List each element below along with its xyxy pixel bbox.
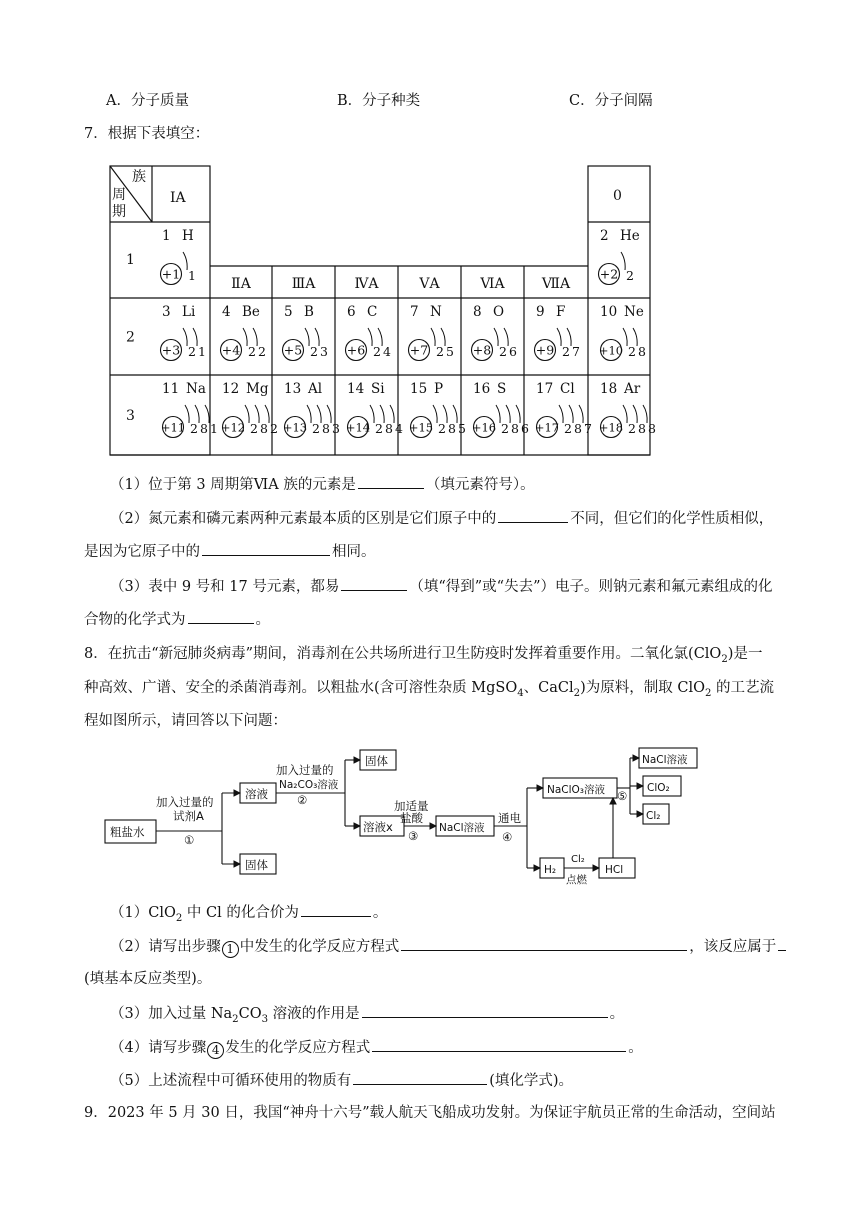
electron-shell-arc: [559, 405, 563, 423]
nucleus-charge: +5: [283, 342, 303, 358]
element-number: 5: [284, 304, 293, 320]
answer-blank[interactable]: [341, 576, 407, 591]
label-step1-num: ①: [184, 833, 195, 847]
shell-electron-count: 2: [188, 344, 196, 359]
element-number: 16: [473, 381, 491, 397]
shell-electron-count: 1: [210, 421, 218, 436]
shell-electron-count: 2: [562, 344, 570, 359]
nucleus-charge: +7: [409, 342, 429, 358]
shell-electron-count: 2: [436, 344, 444, 359]
element-cell-b: [283, 304, 329, 361]
q8-sub5: （5）上述流程中可循环使用的物质有 (填化学式)。: [110, 1070, 573, 1091]
shell-electron-count: 8: [638, 421, 646, 436]
shell-electron-count: 8: [511, 421, 519, 436]
element-number: 11: [162, 381, 180, 397]
header-period-label-2: 期: [112, 204, 126, 220]
element-cell-f: [535, 304, 581, 361]
element-symbol: Mg: [246, 381, 269, 397]
element-symbol: Na: [186, 381, 206, 397]
step-number-circle: 4: [207, 1042, 224, 1059]
element-cell-al: [283, 381, 340, 438]
electron-shell-arc: [623, 328, 627, 346]
shell-electron-count: 2: [312, 421, 320, 436]
nucleus-charge: +13: [282, 420, 308, 435]
shell-electron-count: 6: [509, 344, 517, 359]
label-crude-brine: 粗盐水: [110, 825, 145, 839]
shell-electron-count: 2: [190, 421, 198, 436]
element-number: 1: [162, 228, 171, 244]
label-out-cl2: Cl₂: [646, 810, 661, 822]
electron-shell-arc: [243, 328, 247, 346]
nucleus-charge: +3: [161, 342, 181, 358]
element-number: 2: [600, 228, 609, 244]
label-out-nacl: NaCl溶液: [642, 754, 688, 766]
shell-electron-count: 2: [310, 344, 318, 359]
electron-shell-arc: [183, 252, 187, 270]
electron-shell-arc: [305, 328, 309, 346]
period-label: 2: [126, 329, 135, 346]
nucleus-charge: +12: [220, 420, 246, 435]
element-cell-p: [409, 381, 466, 438]
element-cell-ne: [599, 304, 646, 361]
shell-electron-count: 2: [501, 421, 509, 436]
electron-shell-arc: [431, 328, 435, 346]
shell-electron-count: 3: [320, 344, 328, 359]
period-label: 3: [126, 408, 135, 424]
element-number: 4: [222, 304, 231, 320]
element-cell-cl: [535, 381, 592, 438]
nucleus-charge: +2: [599, 266, 619, 282]
label-solid-2: 固体: [365, 754, 388, 768]
element-number: 8: [473, 304, 482, 320]
nucleus-charge: +18: [598, 420, 624, 435]
shell-electron-count: 8: [322, 421, 330, 436]
q8-sub1: （1）ClO$_2$ 中 Cl 的化合价为 。: [110, 902, 387, 929]
shell-electron-count: 2: [258, 344, 266, 359]
element-symbol: B: [304, 304, 314, 320]
label-step2-line2: Na₂CO₃溶液: [279, 779, 339, 791]
element-number: 6: [347, 304, 356, 320]
electron-shell-arc: [368, 328, 372, 346]
element-symbol: H: [182, 228, 194, 244]
shell-electron-count: 1: [198, 344, 206, 359]
nucleus-charge: +15: [408, 420, 434, 435]
answer-blank[interactable]: [372, 1037, 626, 1052]
nucleus-charge: +6: [346, 342, 366, 358]
shell-electron-count: 2: [373, 344, 381, 359]
shell-electron-count: 7: [584, 421, 592, 436]
element-number: 7: [410, 304, 419, 320]
q7-sub3: （3）表中 9 号和 17 号元素，都易 （填“得到”或“失去”）电子。则钠元素和氟元素组成的化: [110, 576, 773, 597]
label-step4-num: ④: [502, 830, 513, 844]
electron-shell-arc: [370, 405, 374, 423]
q7-sub2-line2: 是因为它原子中的 相同。: [84, 541, 376, 562]
q8-sub3: （3）加入过量 $Na_2CO_3$ 溶液的作用是 。: [110, 1003, 624, 1030]
shell-electron-count: 8: [385, 421, 393, 436]
group-label: ⅤA: [419, 276, 440, 292]
q7-sub1: （1）位于第 3 周期第ⅥA 族的元素是 （填元素符号）。: [110, 474, 535, 495]
label-step2-num: ②: [297, 793, 308, 807]
q8-intro-2: 种高效、广谱、安全的杀菌消毒剂。以粗盐水(含可溶性杂质 MgSO$_4$、CaCl$_2$)为原料，制取 ClO$_2$ 的工艺流: [84, 680, 775, 699]
shell-electron-count: 8: [648, 421, 656, 436]
group-label: ⅣA: [354, 276, 379, 292]
shell-electron-count: 2: [250, 421, 258, 436]
shell-electron-count: 5: [446, 344, 454, 359]
q7-sub2: （2）氮元素和磷元素两种元素最本质的区别是它们原子中的 不同，但它们的化学性质相似，: [110, 508, 773, 529]
answer-blank[interactable]: [188, 609, 254, 624]
option-c: C．分子间隔: [569, 93, 653, 109]
shell-electron-count: 2: [375, 421, 383, 436]
label-step3-line1: 加适量: [394, 799, 429, 813]
shell-electron-count: 8: [260, 421, 268, 436]
label-step1-line1: 加入过量的: [156, 795, 214, 809]
label-step2-line1: 加入过量的: [276, 763, 334, 777]
electron-shell-arc: [245, 405, 249, 423]
header-group-label: 族: [132, 169, 146, 185]
q8-sub2-line2: (填基本反应类型)。: [84, 971, 212, 987]
element-number: 17: [536, 381, 554, 397]
electron-shell-arc: [183, 328, 187, 346]
label-naclo3-solution: NaClO₃溶液: [547, 784, 606, 796]
element-number: 14: [347, 381, 365, 397]
shell-electron-count: 8: [574, 421, 582, 436]
element-symbol: N: [430, 304, 442, 320]
periodic-table: [110, 166, 655, 458]
element-cell-s: [472, 381, 529, 438]
step-number-circle: 1: [222, 941, 239, 958]
label-step1-line2: 试剂A: [173, 809, 204, 823]
process-flow-diagram: [100, 744, 710, 892]
shell-electron-count: 8: [638, 344, 646, 359]
electron-shell-arc: [557, 328, 561, 346]
group-0-label: 0: [613, 188, 622, 204]
element-symbol: Be: [242, 304, 260, 320]
shell-electron-count: 5: [458, 421, 466, 436]
element-cell-h: [161, 228, 196, 285]
shell-electron-count: 2: [499, 344, 507, 359]
answer-blank[interactable]: [498, 508, 568, 523]
label-h2: H₂: [544, 864, 557, 876]
answer-blank[interactable]: [362, 1003, 608, 1018]
element-symbol: He: [620, 228, 640, 244]
nucleus-charge: +1: [161, 266, 181, 282]
answer-blank[interactable]: [353, 1070, 487, 1085]
element-symbol: P: [434, 381, 444, 397]
group-label: ⅦA: [541, 276, 571, 292]
element-number: 12: [222, 381, 240, 397]
header-period-label-1: 周: [112, 187, 126, 203]
label-nacl-solution: NaCl溶液: [439, 822, 485, 834]
electron-shell-arc: [621, 252, 625, 270]
nucleus-charge: +8: [472, 342, 492, 358]
electron-shell-arc: [433, 405, 437, 423]
element-number: 10: [600, 304, 618, 320]
shell-electron-count: 4: [383, 344, 391, 359]
nucleus-charge: +9: [535, 342, 555, 358]
element-cell-ar: [599, 381, 656, 438]
element-symbol: Ne: [624, 304, 644, 320]
shell-electron-count: 1: [188, 268, 196, 283]
option-a: A．分子质量: [106, 93, 189, 109]
period-label: 1: [126, 252, 135, 268]
nucleus-charge: +4: [221, 342, 241, 358]
label-out-clo2: ClO₂: [647, 782, 670, 794]
shell-electron-count: 2: [270, 421, 278, 436]
nucleus-charge: +10: [598, 343, 624, 358]
element-cell-be: [221, 304, 266, 361]
answer-blank[interactable]: [778, 936, 786, 951]
label-burn-line1: Cl₂: [571, 854, 585, 865]
q8-sub4: （4）请写步骤 4 发生的化学反应方程式 。: [110, 1037, 643, 1059]
electron-shell-arc: [307, 405, 311, 423]
label-solution-x: 溶液x: [363, 820, 393, 834]
nucleus-charge: +14: [345, 420, 371, 435]
element-cell-li: [161, 304, 206, 361]
label-step3-line2: 盐酸: [400, 811, 423, 825]
nucleus-charge: +16: [471, 420, 497, 435]
element-number: 9: [536, 304, 545, 320]
q8-intro-3: 程如图所示，请回答以下问题：: [84, 713, 287, 729]
shell-electron-count: 2: [564, 421, 572, 436]
shell-electron-count: 8: [200, 421, 208, 436]
element-symbol: Ar: [624, 381, 641, 397]
label-step5-num: ⑤: [617, 789, 628, 803]
label-solution: 溶液: [245, 787, 268, 801]
element-cell-he: [599, 228, 640, 285]
shell-electron-count: 2: [626, 268, 634, 283]
element-symbol: Cl: [560, 381, 575, 397]
element-cell-si: [346, 381, 403, 438]
shell-electron-count: 4: [395, 421, 403, 436]
electron-shell-arc: [623, 405, 627, 423]
answer-blank[interactable]: [301, 902, 371, 917]
element-symbol: Li: [182, 304, 196, 320]
element-cell-o: [472, 304, 518, 361]
question-7-title: 7．根据下表填空：: [84, 126, 210, 142]
element-symbol: Si: [371, 381, 385, 397]
nucleus-charge: +11: [160, 420, 186, 435]
shell-electron-count: 8: [448, 421, 456, 436]
label-burn-line2: 点燃: [566, 874, 587, 886]
element-number: 15: [410, 381, 428, 397]
element-cell-na: [161, 381, 218, 438]
shell-electron-count: 7: [572, 344, 580, 359]
shell-electron-count: 6: [521, 421, 529, 436]
group-label: ⅢA: [291, 276, 316, 292]
element-cell-n: [409, 304, 454, 361]
shell-electron-count: 2: [628, 421, 636, 436]
element-symbol: F: [556, 304, 566, 320]
element-number: 3: [162, 304, 171, 320]
electron-shell-arc: [494, 328, 498, 346]
electron-shell-arc: [496, 405, 500, 423]
q8-intro-1: 8．在抗击“新冠肺炎病毒”期间，消毒剂在公共场所进行卫生防疫时发挥着重要作用。二氧化氯(ClO$_2$)是一: [84, 646, 763, 665]
group-label: ⅡA: [231, 276, 251, 292]
answer-blank[interactable]: [401, 936, 687, 951]
group-label: ⅥA: [480, 276, 505, 292]
label-solid-1: 固体: [245, 858, 268, 872]
answer-blank[interactable]: [358, 474, 424, 489]
shell-electron-count: 2: [248, 344, 256, 359]
q9-text: 9．2023 年 5 月 30 日，我国“神舟十六号”载人航天飞船成功发射。为保证宇航员正常的生命活动，空间站: [84, 1105, 776, 1121]
electron-shell-arc: [185, 405, 189, 423]
element-number: 18: [600, 381, 618, 397]
label-step3-num: ③: [408, 829, 419, 843]
shell-electron-count: 2: [438, 421, 446, 436]
shell-electron-count: 2: [628, 344, 636, 359]
q7-sub3-line2: 合物的化学式为 。: [84, 609, 270, 630]
element-symbol: C: [367, 304, 378, 320]
element-cell-c: [346, 304, 392, 361]
element-symbol: O: [493, 304, 505, 320]
option-b: B．分子种类: [337, 93, 421, 109]
element-symbol: Al: [308, 381, 323, 397]
element-cell-mg: [221, 381, 278, 438]
group-1a-label: ⅠA: [170, 190, 186, 206]
nucleus-charge: +17: [534, 420, 560, 435]
label-step4-line1: 通电: [498, 811, 521, 825]
element-symbol: S: [497, 381, 507, 397]
label-hcl: HCl: [605, 864, 624, 876]
answer-blank[interactable]: [202, 541, 330, 556]
element-number: 13: [284, 381, 302, 397]
shell-electron-count: 3: [332, 421, 340, 436]
q8-sub2: （2）请写出步骤 1 中发生的化学反应方程式 ，该反应属于: [110, 936, 788, 958]
